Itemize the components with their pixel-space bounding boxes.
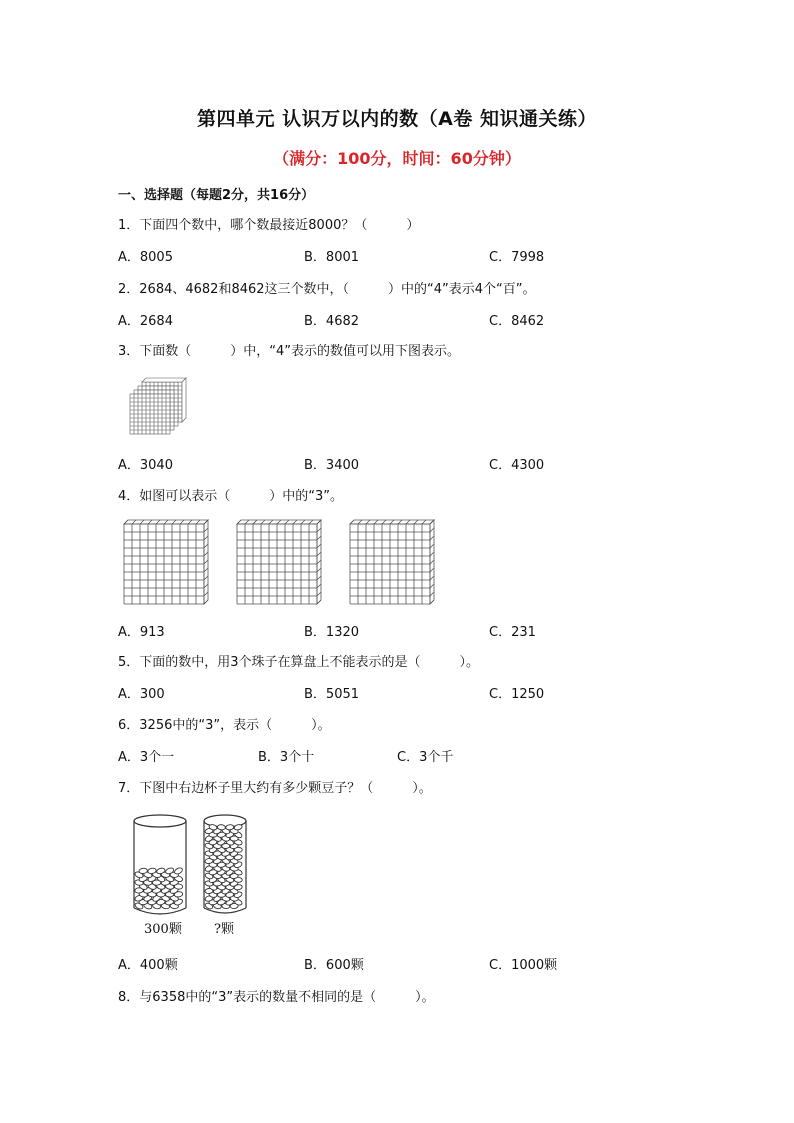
q6-option-b: B．3个十 xyxy=(258,750,315,765)
question-8-stem: 8．与6358中的“3”表示的数量不相同的是（ ）。 xyxy=(118,990,435,1005)
q2-option-a: A．2684 xyxy=(118,314,173,329)
q4-option-c: C．231 xyxy=(489,625,536,640)
left-jar-figure xyxy=(130,812,190,918)
thousand-cubes-figure xyxy=(130,380,190,442)
right-jar-figure xyxy=(200,812,250,918)
page-title: 第四单元 认识万以内的数（A卷 知识通关练） xyxy=(197,108,597,130)
question-5-stem: 5．下面的数中，用3个珠子在算盘上不能表示的是（ ）。 xyxy=(118,655,480,670)
q5-option-c: C．1250 xyxy=(489,687,545,702)
q7-option-a: A．400颗 xyxy=(118,958,178,973)
hundred-flat-3 xyxy=(350,520,440,608)
q6-option-a: A．3个一 xyxy=(118,750,175,765)
q1-option-b: B．8001 xyxy=(304,250,360,265)
q1-option-c: C．7998 xyxy=(489,250,545,265)
q7-option-c: C．1000颗 xyxy=(489,958,558,973)
question-1-stem: 1．下面四个数中，哪个数最接近8000？（ ） xyxy=(118,218,420,233)
q2-option-c: C．8462 xyxy=(489,314,545,329)
q3-option-a: A．3040 xyxy=(118,458,173,473)
left-jar-label: 300颗 xyxy=(144,922,182,937)
right-jar-label: ?颗 xyxy=(214,922,234,937)
question-3-stem: 3．下面数（ ）中，“4”表示的数值可以用下图表示。 xyxy=(118,344,461,359)
q4-option-b: B．1320 xyxy=(304,625,360,640)
q5-option-a: A．300 xyxy=(118,687,165,702)
q7-option-b: B．600颗 xyxy=(304,958,364,973)
hundred-flat-1 xyxy=(124,520,214,608)
q3-option-b: B．3400 xyxy=(304,458,360,473)
q2-option-b: B．4682 xyxy=(304,314,360,329)
q6-option-c: C．3个千 xyxy=(397,750,454,765)
hundred-flat-2 xyxy=(237,520,327,608)
q5-option-b: B．5051 xyxy=(304,687,360,702)
q3-option-c: C．4300 xyxy=(489,458,545,473)
q1-option-a: A．8005 xyxy=(118,250,173,265)
question-7-stem: 7．下图中右边杯子里大约有多少颗豆子？（ ）。 xyxy=(118,781,432,796)
question-2-stem: 2．2684、4682和8462这三个数中，（ ）中的“4”表示4个“百”。 xyxy=(118,282,536,297)
page-subtitle: （满分：100分，时间：60分钟） xyxy=(273,149,521,168)
section-heading: 一、选择题（每题2分，共16分） xyxy=(118,188,315,203)
question-6-stem: 6．3256中的“3”，表示（ ）。 xyxy=(118,718,331,733)
question-4-stem: 4．如图可以表示（ ）中的“3”。 xyxy=(118,489,344,504)
q4-option-a: A．913 xyxy=(118,625,165,640)
